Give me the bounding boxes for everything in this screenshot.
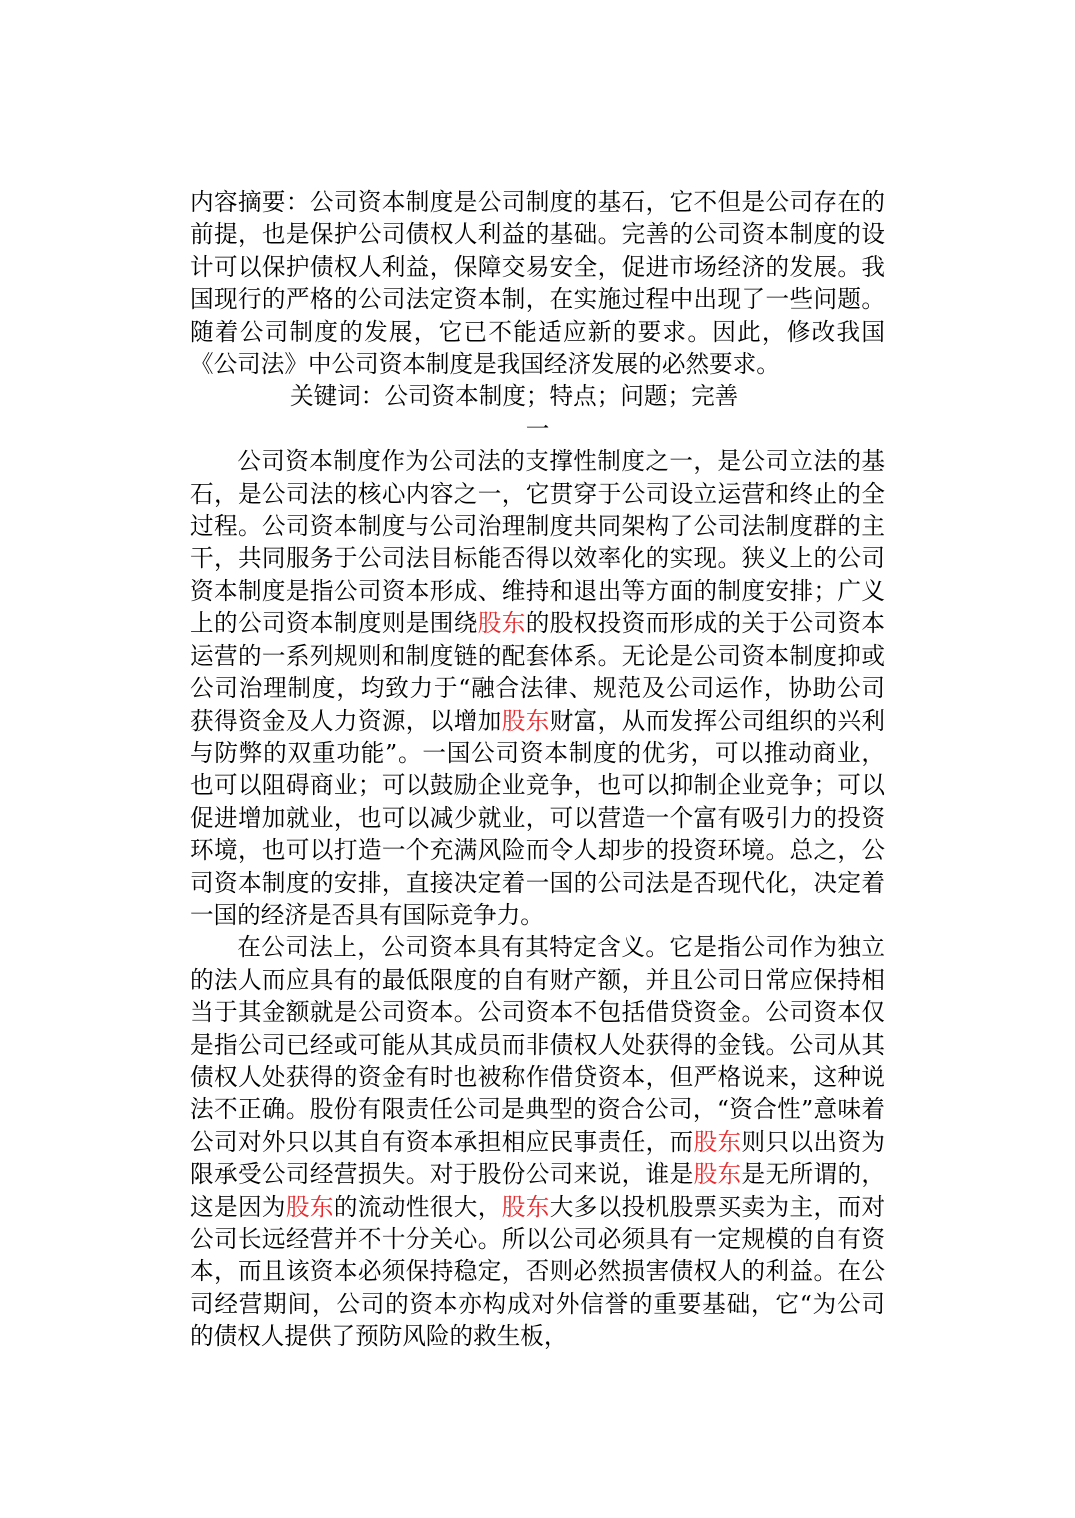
abstract-paragraph: 内容摘要：公司资本制度是公司制度的基石，它不但是公司存在的前提，也是保护公司债权人利益的基础。完善的公司资本制度的设计可以保护债权人利益，保障交易安全，促进市场经济的发展。我国现行的严格的公司法定资本制，在实施过程中出现了一些问题。随着公司制度的发展，它已不能适应新的要求。因此，修改我国《公司法》中公司资本制度是我国经济发展的必然要求。 bbox=[190, 188, 885, 379]
paragraph-text: 大多以投机股票买卖为主，而对公司长远经营并不十分关心。所以公司必须具有一定规模的自有资本，而且该资本必须保持稳定，否则必然损害债权人的利益。在公司经营期间，公司的资本亦构成对外信誉的重要基础，它“为公司的债权人提供了预防风险的救生板， bbox=[190, 1192, 886, 1351]
highlighted-term: 股东 bbox=[501, 1192, 550, 1221]
document-page bbox=[190, 186, 885, 1353]
paragraph-text: 是无所谓的，这是因为 bbox=[190, 1160, 886, 1221]
paragraph-text: 财富，从而发挥公司组织的兴利与防弊的双重功能”。一国公司资本制度的优劣，可以推动商业，也可以阻碍商业；可以鼓励企业竞争，也可以抑制企业竞争；可以促进增加就业，也可以减少就业，可以营造一个富有吸引力的投资环境，也可以打造一个充满风险而令人却步的投资环境。总之，公司资本制度的安排，直接决定着一国的公司法是否现代化，决定着一国的经济是否具有国际竞争力。 bbox=[190, 706, 886, 929]
body-paragraph-2 bbox=[190, 931, 885, 1352]
paragraph-text: 则只以出资为限承受公司经营损失。对于股份公司来说，谁是 bbox=[190, 1127, 886, 1189]
paragraph-text: 公司资本制度作为公司法的支撑性制度之一，是公司立法的基石，是公司法的核心内容之一，它贯穿于公司设立运营和终止的全过程。公司资本制度与公司治理制度共同架构了公司法制度群的主干，共同服务于公司法目标能否得以效率化的实现。狭义上的公司资本制度是指公司资本形成、维持和退出等方面的制度安排；广义上的公司资本制度则是围绕 bbox=[190, 447, 885, 638]
highlighted-term: 股东 bbox=[477, 609, 526, 638]
highlighted-term: 股东 bbox=[501, 706, 550, 735]
section-number: 一 bbox=[525, 414, 550, 443]
body-paragraph-1 bbox=[190, 445, 885, 931]
highlighted-term: 股东 bbox=[693, 1127, 742, 1156]
keywords-line: 关键词：公司资本制度；特点；问题；完善 bbox=[290, 382, 739, 411]
paragraph-text: 的流动性很大， bbox=[333, 1192, 502, 1221]
highlighted-term: 股东 bbox=[285, 1192, 334, 1221]
paragraph-text: 的股权投资而形成的关于公司资本运营的一系列规则和制度链的配套体系。无论是公司资本制度抑或公司治理制度，均致力于“融合法律、规范及公司运作，协助公司获得资金及人力资源，以增加 bbox=[190, 609, 886, 735]
paragraph-text: 在公司法上，公司资本具有其特定含义。它是指公司作为独立的法人而应具有的最低限度的自有财产额，并且公司日常应保持相当于其金额就是公司资本。公司资本不包括借贷资金。公司资本仅是指公司已经或可能从其成员而非债权人处获得的金钱。公司从其债权人处获得的资金有时也被称作借贷资本，但严格说来，这种说法不正确。股份有限责任公司是典型的资合公司，“资合性”意味着公司对外只以其自有资本承担相应民事责任，而 bbox=[190, 933, 885, 1156]
highlighted-term: 股东 bbox=[693, 1160, 742, 1189]
